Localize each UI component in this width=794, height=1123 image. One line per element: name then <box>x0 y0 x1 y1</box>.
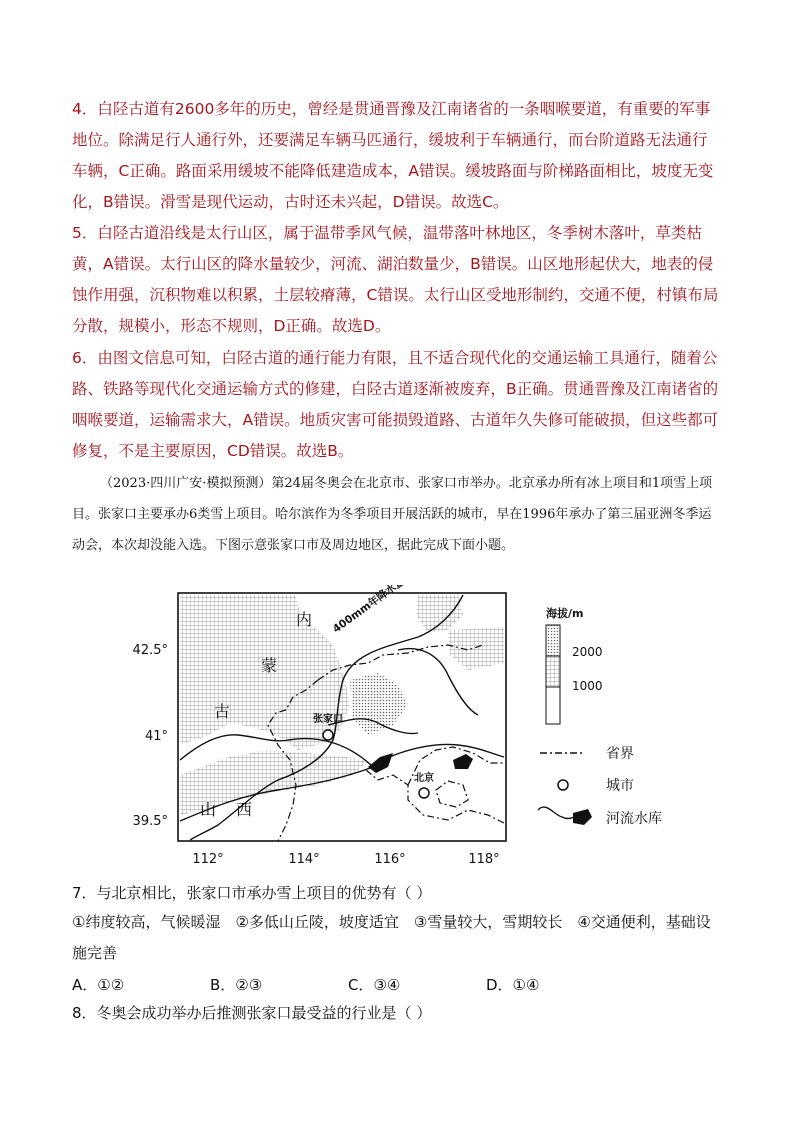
question-7-statements: ①纬度较高，气候暖湿 ②多低山丘陵，坡度适宜 ③雪量较大，雪期较长 ④交通便利，基础设施完善 <box>72 913 711 962</box>
legend-reservoir-symbol <box>573 809 592 825</box>
legend-river-symbol <box>538 807 574 818</box>
lon-label: 114° <box>288 852 320 867</box>
option-b[interactable]: B．②③ <box>210 976 263 994</box>
city-label-zhangjiakou: 张家口 <box>313 714 343 725</box>
answer-explanation-4: 4．白陉古道有2600多年的历史，曾经是贯通晋豫及江南诸省的一条咽喉要道，有重要的军事地位。除满足行人通行外，还要满足车辆马匹通行，缓坡利于车辆通行，而台阶道路无法通行车辆，C正确。路面采用缓坡不能降低建造成本，A错误。缓坡路面与阶梯路面相比，坡度无变化，B错误。滑雪是现代运动，古时还未兴起，D错误。故选C。 <box>72 100 714 211</box>
question-8-stem: 8．冬奥会成功举办后推测张家口最受益的行业是（ ） <box>72 1004 432 1022</box>
region-label-nei: 内 <box>296 610 313 629</box>
region-label-meng: 蒙 <box>261 656 278 675</box>
question-intro: （2023·四川广安·模拟预测）第24届冬奥会在北京市、张家口市举办。北京承办所有冰上项目和1项雪上项目。张家口主要承办6类雪上项目。哈尔滨作为冬季项目开展活跃的城市，早在1996年承办了第三届亚洲冬季运动会，本次却没能入选。下图示意张家口市及周边地区，据此完成下面小题。 <box>72 476 713 553</box>
legend-river-label: 河流水库 <box>606 811 662 827</box>
option-d[interactable]: D．①④ <box>486 976 540 994</box>
legend-elevation-low <box>546 687 560 724</box>
lat-label: 41° <box>144 729 168 744</box>
lon-label: 116° <box>374 852 406 867</box>
lat-label: 39.5° <box>132 814 168 829</box>
legend-elevation-title: 海拔/m <box>546 607 584 620</box>
legend-boundary-label: 省界 <box>606 746 634 762</box>
lon-label: 112° <box>192 852 224 867</box>
legend-elev-2000: 2000 <box>572 645 603 659</box>
lat-label: 42.5° <box>132 643 168 658</box>
question-7-options <box>72 972 722 998</box>
region-label-shan: 山 <box>200 800 217 819</box>
legend-city-label: 城市 <box>606 778 634 794</box>
region-label-xi: 西 <box>236 800 253 819</box>
region-label-gu: 古 <box>214 702 231 721</box>
answer-explanation-5: 5．白陉古道沿线是太行山区，属于温带季风气候，温带落叶林地区，冬季树木落叶，草类枯黄，A错误。太行山区的降水量较少，河流、湖泊数量少，B错误。山区地形起伏大，地表的侵蚀作用强，沉积物难以积累，土层较瘠薄，C错误。太行山区受地形制约，交通不便，村镇布局分散，规模小，形态不规则，D正确。故选D。 <box>72 224 719 335</box>
legend-elev-1000: 1000 <box>572 679 603 693</box>
legend-elevation-mid <box>546 656 560 687</box>
zhangjiakou-map <box>118 585 728 875</box>
city-zhangjiakou <box>323 730 333 740</box>
answer-explanation-6: 6．由图文信息可知，白陉古道的通行能力有限，且不适合现代化的交通运输工具通行，随着公路、铁路等现代化交通运输方式的修建，白陉古道逐渐被废弃，B正确。贯通晋豫及江南诸省的咽喉要道，运输需求大，A错误。地质灾害可能损毁道路、古道年久失修可能破损，但这些都可修复，不是主要原因，CD错误。故选B。 <box>72 349 719 460</box>
question-7-stem: 7．与北京相比，张家口市承办雪上项目的优势有（ ） <box>72 884 432 902</box>
option-c[interactable]: C．③④ <box>348 976 401 994</box>
city-label-beijing: 北京 <box>414 773 434 784</box>
city-beijing <box>419 788 429 798</box>
legend-elevation-high <box>546 625 560 656</box>
option-a[interactable]: A．①② <box>72 976 125 994</box>
legend-city-symbol <box>558 780 568 790</box>
lon-label: 118° <box>468 852 500 867</box>
